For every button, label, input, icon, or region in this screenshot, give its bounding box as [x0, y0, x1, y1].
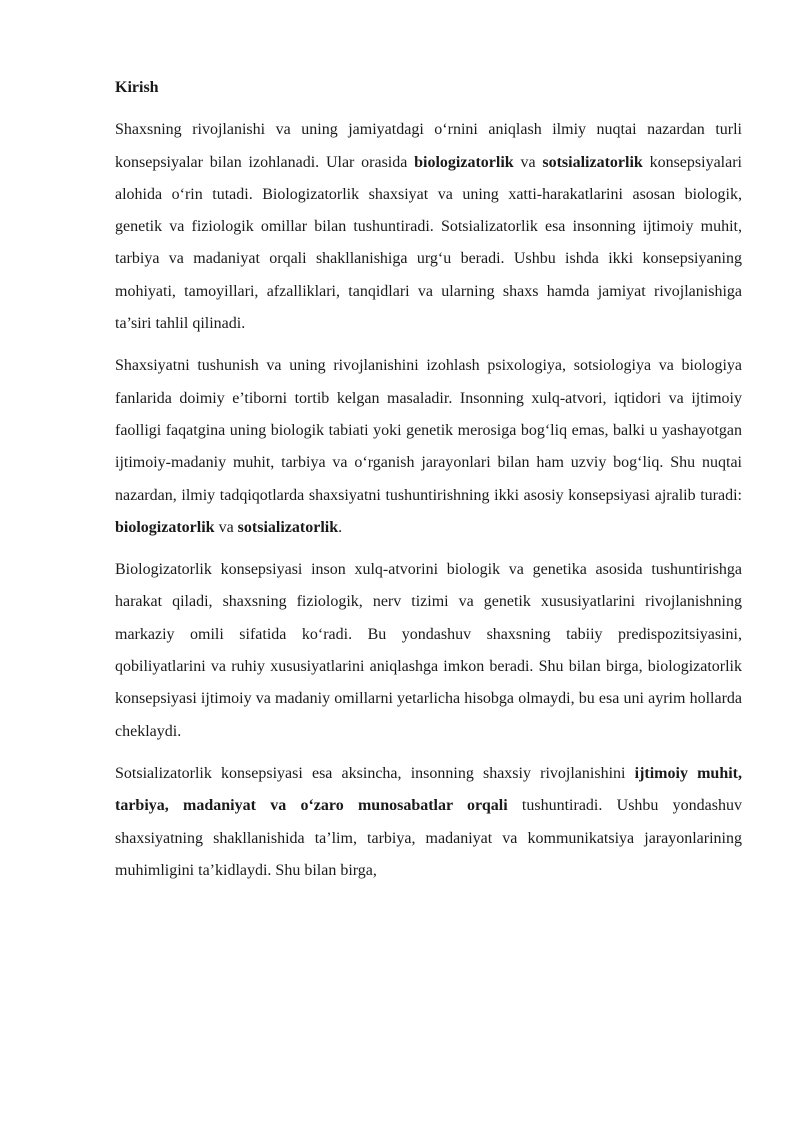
- text-run: .: [338, 518, 343, 536]
- bold-term: sotsializatorlik: [237, 518, 339, 536]
- bold-term: biologizatorlik: [115, 518, 215, 536]
- bold-phrase: ijtimoiy muhit, tarbiya, madaniyat va o‘zaro munosabatlar orqali: [115, 764, 743, 815]
- text-run: Shaxsning rivojlanishi va uning jamiyatdagi o‘rnini aniqlash ilmiy nuqtai nazardan turli konsepsiyalar bilan izohlanadi. Ular orasida: [115, 121, 742, 171]
- paragraph: [115, 554, 742, 748]
- text-run: konsepsiyalari alohida o‘rin tutadi. Biologizatorlik shaxsiyat va uning xatti-harakatlarini asosan biologik, genetik va fiziologik omillar bilan tushuntiradi. Sotsializatorlik esa insonning ijtimoiy muhit, tarbiya va madaniyat orqali shakllanishiga urg‘u beradi. Ushbu ishda ikki konsepsiyaning mohiyati, tamoyillari, afzalliklari, tanqidlari va ularning shaxs hamda jamiyat rivojlanishiga ta’siri tahlil qilinadi.: [115, 153, 742, 333]
- text-run: Biologizatorlik konsepsiyasi inson xulq-atvorini biologik va genetika asosida tushuntirishga harakat qiladi, shaxsning fiziologik, nerv tizimi va genetik xususiyatlarini rivojlanishning markaziy omili sifatida ko‘radi. Bu yondashuv shaxsning tabiiy predispozitsiyasini, qobiliyatlarini va ruhiy xususiyatlarini aniqlashga imkon beradi. Shu bilan birga, biologizatorlik konsepsiyasi ijtimoiy va madaniy omillarni yetarlicha hisobga olmaydi, bu esa uni ayrim hollarda cheklaydi.: [115, 561, 742, 740]
- text-run: tushuntiradi. Ushbu yondashuv shaxsiyatning shakllanishida ta’lim, tarbiya, madaniyat va kommunikatsiya jarayonlarining muhimligini ta’kidlaydi. Shu bilan birga,: [115, 797, 743, 879]
- bold-term: biologizatorlik: [414, 153, 514, 171]
- paragraph: [115, 758, 742, 887]
- paragraph: [115, 114, 742, 340]
- text-run: Sotsializatorlik konsepsiyasi esa aksincha, insonning shaxsiy rivojlanishini: [115, 764, 635, 782]
- text-run: va: [214, 518, 238, 536]
- text-run: Shaxsiyatni tushunish va uning rivojlanishini izohlash psixologiya, sotsiologiya va biologiya fanlarida doimiy e’tiborni tortib kelgan masaladir. Insonning xulq-atvori, iqtidori va ijtimoiy faolligi faqatgina uning biologik tabiati yoki genetik merosiga bog‘liq emas, balki u yashayotgan ijtimoiy-madaniy muhit, tarbiya va o‘rganish jarayonlari bilan ham uzviy bog‘liq. Shu nuqtai nazardan, ilmiy tadqiqotlarda shaxsiyatni tushuntirishning ikki asosiy konsepsiyasi ajralib turadi:: [115, 357, 742, 504]
- document-page: [115, 72, 742, 897]
- section-heading: Kirish: [115, 79, 159, 96]
- paragraph: [115, 350, 742, 544]
- bold-term: sotsializatorlik: [542, 153, 643, 171]
- text-run: va: [513, 153, 543, 171]
